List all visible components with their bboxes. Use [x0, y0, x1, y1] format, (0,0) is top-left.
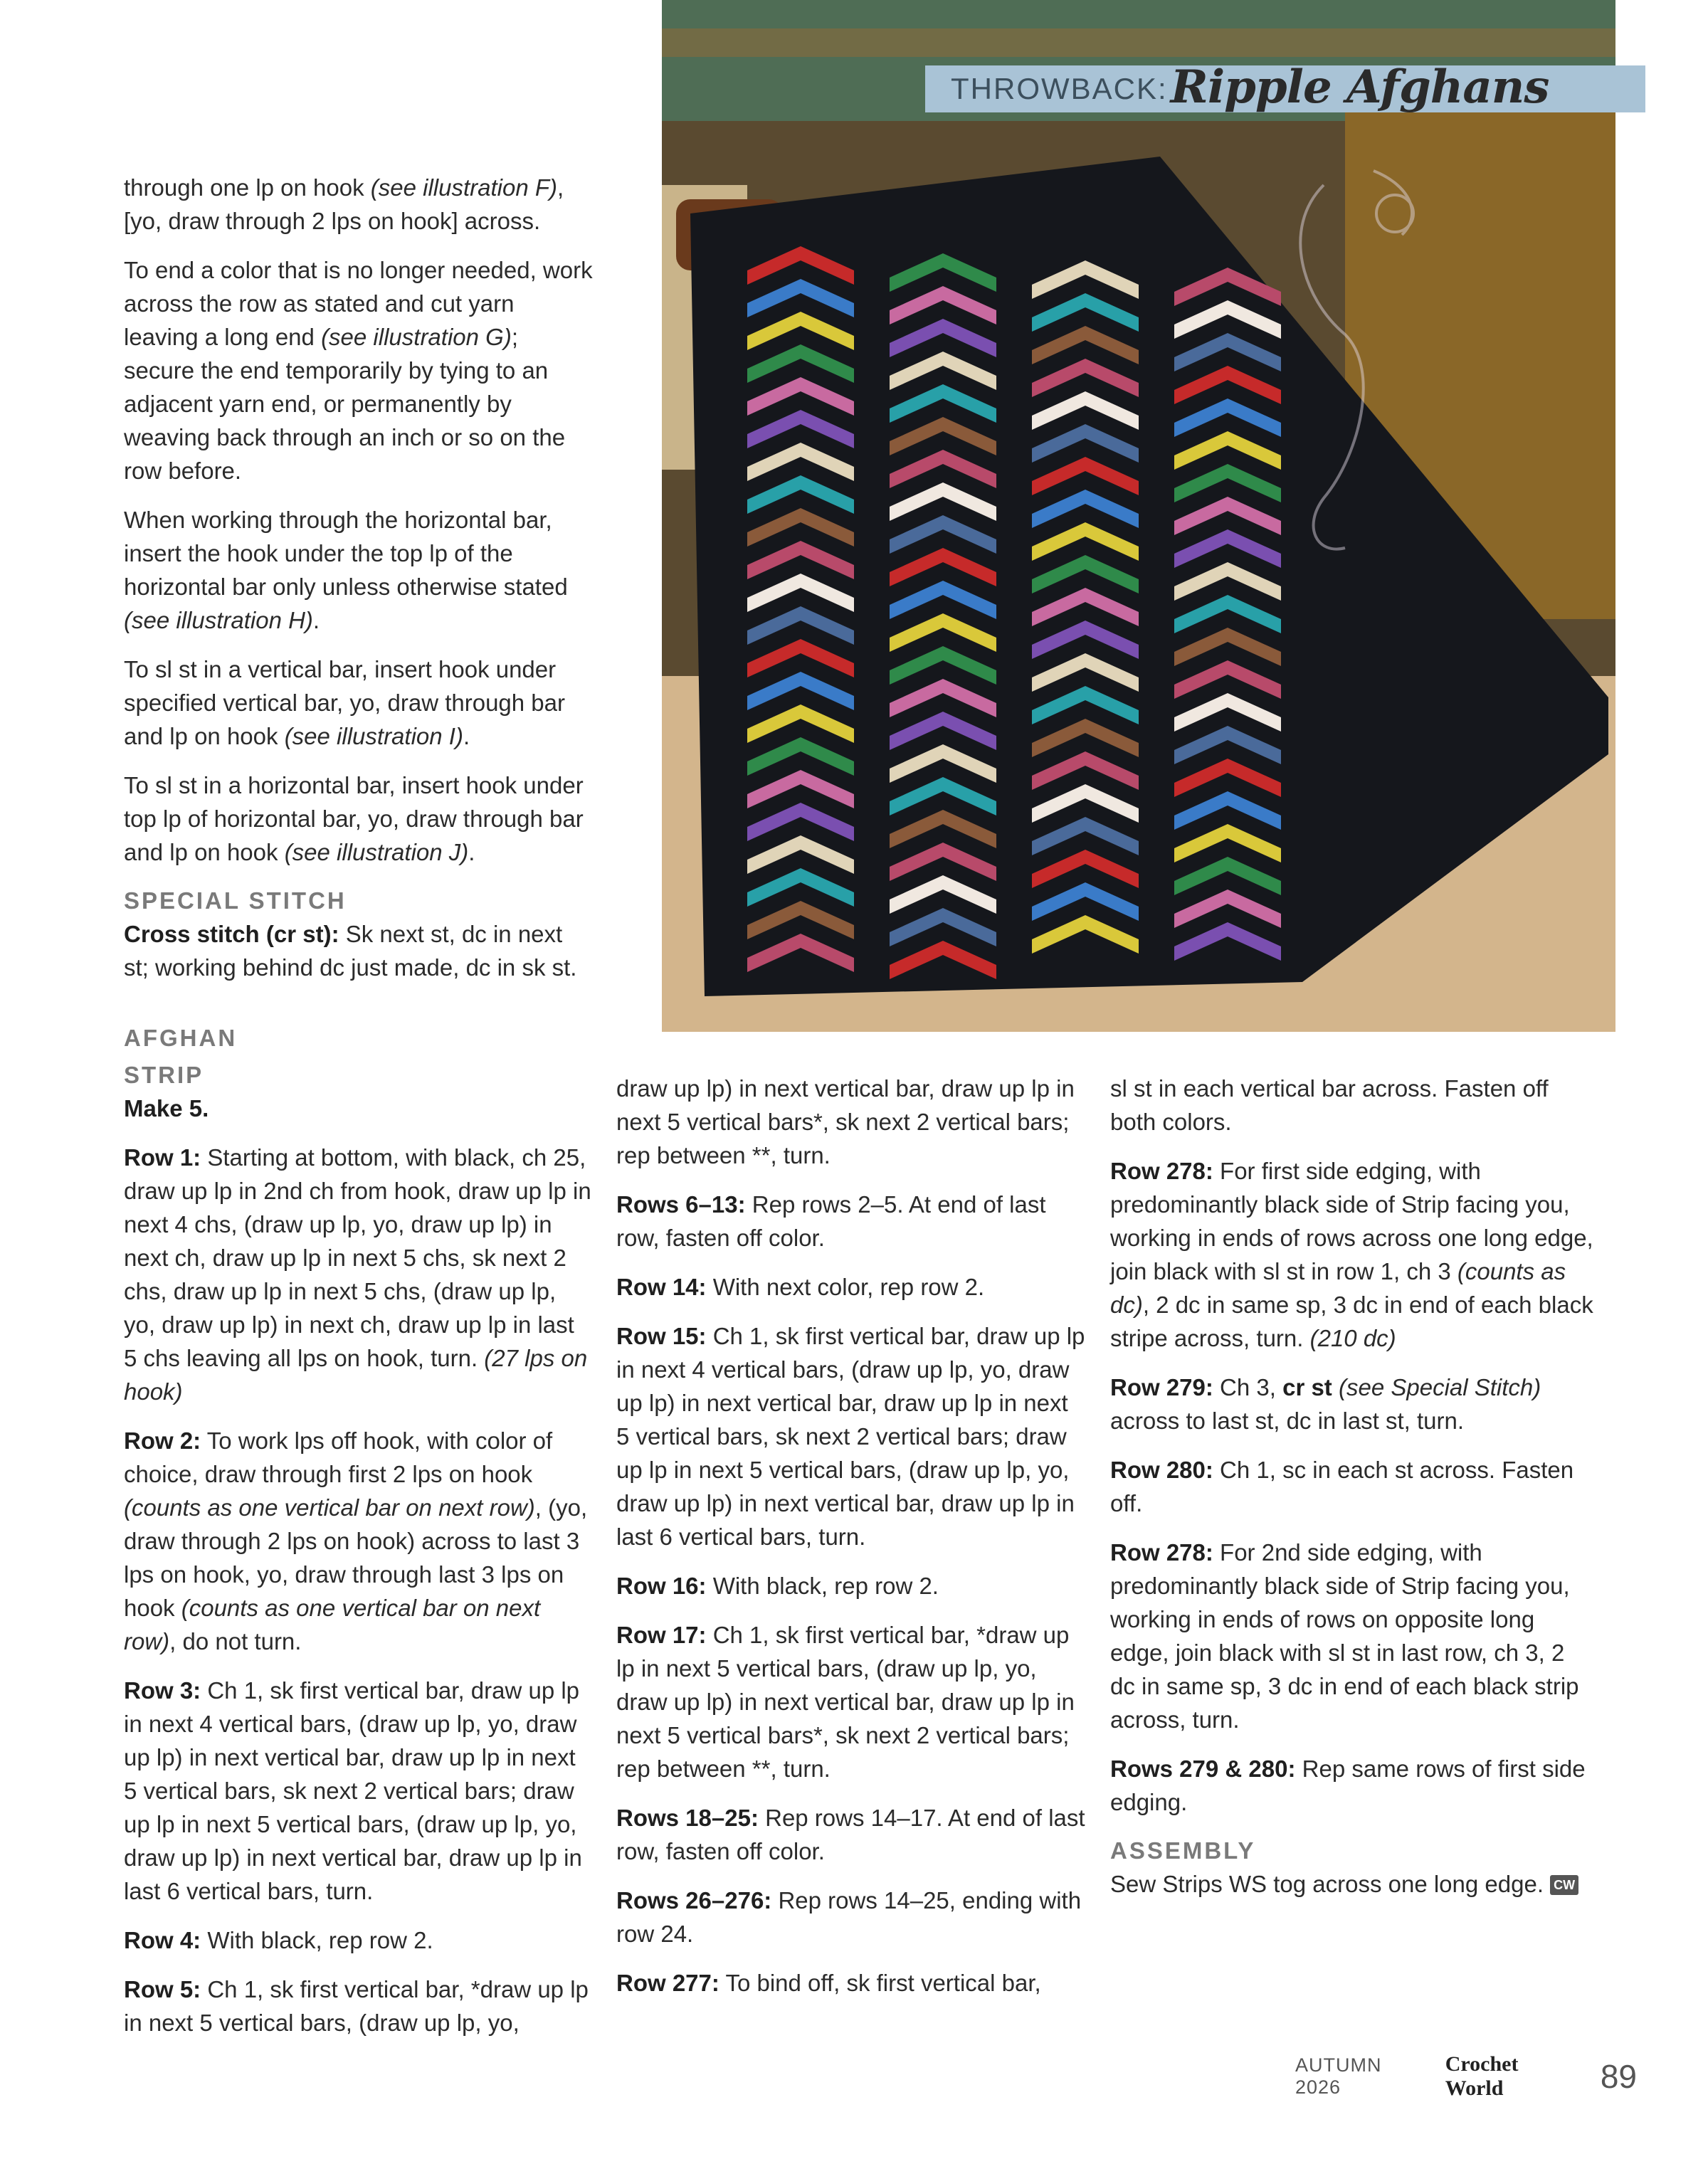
- banner-throwback: THROWBACK:: [951, 72, 1168, 105]
- special-stitch: Cross stitch (cr st): Sk next st, dc in next st; working behind dc just made, dc in sk st.: [124, 921, 577, 981]
- row-277-continued: sl st in each vertical bar across. Fasten off both colors.: [1110, 1075, 1549, 1135]
- column-1: [124, 171, 594, 1000]
- row-4: Row 4: With black, rep row 2.: [124, 1927, 433, 1953]
- row-279: Row 279: Ch 3, cr st (see Special Stitch) across to last st, dc in last st, turn.: [1110, 1374, 1541, 1434]
- paragraph: When working through the horizontal bar, insert the hook under the top lp of the horizontal bar only unless otherwise stated (see illustration H).: [124, 507, 568, 633]
- section-banner: [925, 65, 1645, 112]
- row-278-second: Row 278: For 2nd side edging, with predominantly black side of Strip facing you, working in ends of rows on opposite long edge, join black with sl st in last row, ch 3, 2 dc in same sp, 3 dc in end of each black strip across, turn.: [1110, 1539, 1579, 1733]
- make-count: Make 5.: [124, 1095, 209, 1121]
- heading-afghan: AFGHAN: [124, 1025, 238, 1051]
- afghan-photo-icon: [662, 0, 1615, 1032]
- row-277: Row 277: To bind off, sk first vertical bar,: [616, 1970, 1041, 1996]
- row-17: Row 17: Ch 1, sk first vertical bar, *draw up lp in next 5 vertical bars, (draw up lp, yo, draw up lp) in next vertical bar, draw up lp in next 5 vertical bars*, sk next 2 vertical bars; rep between **, turn.: [616, 1622, 1075, 1782]
- paragraph: To sl st in a horizontal bar, insert hook under top lp of horizontal bar, yo, draw through bar and lp on hook (see illustration J).: [124, 772, 584, 865]
- assembly-text: Sew Strips WS tog across one long edge. CW: [1110, 1867, 1594, 1901]
- afghan-photo: [662, 0, 1615, 1032]
- heading-assembly: ASSEMBLY: [1110, 1837, 1256, 1864]
- heading-strip: STRIP: [124, 1062, 204, 1088]
- row-278-first: Row 278: For first side edging, with predominantly black side of Strip facing you, working in ends of rows across one long edge, join black with sl st in row 1, ch 3 (counts as dc), 2 dc in same sp, 3 dc in end of each black stripe across, turn. (210 dc): [1110, 1158, 1593, 1351]
- heading-special-stitch: SPECIAL STITCH: [124, 887, 347, 914]
- row-5-continued: draw up lp) in next vertical bar, draw up lp in next 5 vertical bars*, sk next 2 vertical bars; rep between **, turn.: [616, 1075, 1075, 1168]
- rows-26-276: Rows 26–276: Rep rows 14–25, ending with row 24.: [616, 1887, 1082, 1947]
- page-number: 89: [1600, 2058, 1637, 2095]
- row-1: Row 1: Starting at bottom, with black, ch 25, draw up lp in 2nd ch from hook, draw up lp in next 4 chs, (draw up lp, yo, draw up lp) in next ch, draw up lp in next 5 chs, sk next 2 chs, draw up lp in next 5 chs, (draw up lp, yo, draw up lp) in next ch, draw up lp in last 5 chs leaving all lps on hook, turn. (27 lps on hook): [124, 1144, 591, 1405]
- banner-title: Ripple Afghans: [1170, 65, 1549, 112]
- column-3: [616, 1072, 1086, 2000]
- rows-279-280: Rows 279 & 280: Rep same rows of first side edging.: [1110, 1756, 1586, 1815]
- rows-6-13: Rows 6–13: Rep rows 2–5. At end of last row, fasten off color.: [616, 1191, 1046, 1251]
- issue-season: AUTUMN 2026: [1295, 2054, 1382, 2098]
- column-2: [124, 1018, 594, 2039]
- magazine-name: Crochet World: [1445, 2052, 1519, 2100]
- column-4: [1110, 1072, 1594, 1916]
- row-15: Row 15: Ch 1, sk first vertical bar, draw up lp in next 4 vertical bars, (draw up lp, yo, draw up lp) in next vertical bar, draw up lp in next 5 vertical bars, sk next 2 vertical bars; draw up lp in next 5 vertical bars, (draw up lp, yo, draw up lp) in next vertical bar, draw up lp in last 6 vertical bars, turn.: [616, 1323, 1085, 1550]
- paragraph: To end a color that is no longer needed, work across the row as stated and cut yarn leaving a long end (see illustration G); secure the end temporarily by tying to an adjacent yarn end, or permanently by weaving back through an inch or so on the row before.: [124, 257, 593, 484]
- row-5: Row 5: Ch 1, sk first vertical bar, *draw up lp in next 5 vertical bars, (draw up lp, yo,: [124, 1976, 589, 2036]
- cw-logo-icon: CW: [1550, 1875, 1578, 1895]
- row-3: Row 3: Ch 1, sk first vertical bar, draw up lp in next 4 vertical bars, (draw up lp, yo, draw up lp) in next vertical bar, draw up lp in next 5 vertical bars, sk next 2 vertical bars; draw up lp in next 5 vertical bars, (draw up lp, yo, draw up lp) in next vertical bar, draw up lp in last 6 vertical bars, turn.: [124, 1677, 582, 1904]
- row-14: Row 14: With next color, rep row 2.: [616, 1274, 985, 1300]
- row-2: Row 2: To work lps off hook, with color of choice, draw through first 2 lps on hook (counts as one vertical bar on next row), (yo, draw through 2 lps on hook) across to last 3 lps on hook, yo, draw through last 3 lps on hook (counts as one vertical bar on next row), do not turn.: [124, 1427, 588, 1654]
- row-16: Row 16: With black, rep row 2.: [616, 1573, 939, 1599]
- row-280: Row 280: Ch 1, sc in each st across. Fasten off.: [1110, 1457, 1574, 1516]
- paragraph: To sl st in a vertical bar, insert hook under specified vertical bar, yo, draw through bar and lp on hook (see illustration I).: [124, 656, 565, 749]
- rows-18-25: Rows 18–25: Rep rows 14–17. At end of last row, fasten off color.: [616, 1805, 1085, 1864]
- paragraph: through one lp on hook (see illustration F), [yo, draw through 2 lps on hook] across.: [124, 174, 564, 234]
- page-footer: [1295, 2052, 1637, 2100]
